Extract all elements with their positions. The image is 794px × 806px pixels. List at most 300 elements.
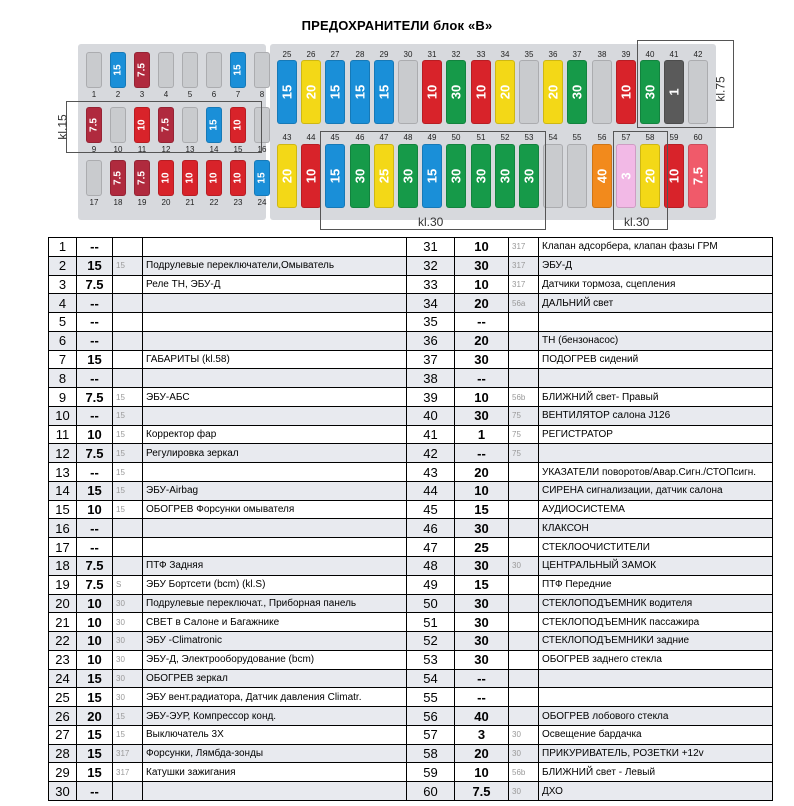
- fuse-description: ДХО: [539, 782, 773, 801]
- terminal: [509, 669, 539, 688]
- fuse-number: 7: [49, 350, 77, 369]
- fuse-description: Подрулевые переключат., Приборная панель: [143, 594, 407, 613]
- fuse-number: 2: [49, 256, 77, 275]
- terminal: 30: [113, 688, 143, 707]
- fuse-rating: --: [77, 463, 113, 482]
- fuse-number: 13: [49, 463, 77, 482]
- fuse-55-number: 55: [572, 133, 582, 142]
- fuse-14-number: 14: [209, 145, 219, 154]
- terminal: 56b: [509, 388, 539, 407]
- fuse-rating: 30: [455, 406, 509, 425]
- table-row: [49, 275, 773, 294]
- fuse-rating: 20: [455, 294, 509, 313]
- fuse-22-rating: 10: [208, 172, 220, 184]
- terminal: 75: [509, 444, 539, 463]
- fuse-description: Датчики тормоза, сцепления: [539, 275, 773, 294]
- fuse-description: Реле ТН, ЭБУ-Д: [143, 275, 407, 294]
- fuse-59-rating: 10: [666, 168, 682, 184]
- fuse-32: [446, 60, 466, 124]
- fuse-number: 12: [49, 444, 77, 463]
- fuse-14-rating: 15: [208, 119, 220, 131]
- fuse-27-number: 27: [330, 50, 340, 59]
- fuse-44: [301, 144, 321, 208]
- zone-kl30-b-label: kl.30: [624, 215, 650, 229]
- fuse-description: ОБОГРЕВ заднего стекла: [539, 650, 773, 669]
- fuse-rating: 15: [455, 575, 509, 594]
- fuse-24: [254, 160, 270, 196]
- fuse-36-number: 36: [548, 50, 558, 59]
- terminal: [113, 313, 143, 332]
- fuse-8-number: 8: [259, 90, 265, 99]
- terminal: [113, 369, 143, 388]
- fuse-number: 4: [49, 294, 77, 313]
- table-row: [49, 500, 773, 519]
- fuse-rating: 15: [77, 256, 113, 275]
- terminal: 317: [113, 744, 143, 763]
- fuse-rating: --: [455, 369, 509, 388]
- fuse-21: [182, 160, 198, 196]
- fuse-rating: --: [77, 331, 113, 350]
- terminal: 15: [113, 444, 143, 463]
- terminal: 15: [113, 500, 143, 519]
- fuse-description: Регулировка зеркал: [143, 444, 407, 463]
- fuse-52-rating: 30: [497, 168, 513, 184]
- fuse-description: ПТФ Передние: [539, 575, 773, 594]
- fuse-11-rating: 10: [136, 119, 148, 131]
- table-row: [49, 406, 773, 425]
- fuse-15-rating: 10: [232, 119, 244, 131]
- fuse-description: Освещение бардачка: [539, 725, 773, 744]
- fuse-50-rating: 30: [448, 168, 464, 184]
- fuse-description: ДАЛЬНИЙ свет: [539, 294, 773, 313]
- fuse-6-number: 6: [211, 90, 217, 99]
- fuse-rating: --: [77, 313, 113, 332]
- terminal: [113, 331, 143, 350]
- fuse-rating: 30: [455, 557, 509, 576]
- fuse-7: [230, 52, 246, 88]
- fuse-rating: 10: [455, 481, 509, 500]
- fuse-number: 39: [407, 388, 455, 407]
- fuse-30-number: 30: [403, 50, 413, 59]
- table-row: [49, 256, 773, 275]
- fuse-rating: 15: [77, 669, 113, 688]
- fuse-12-rating: 7.5: [160, 118, 172, 132]
- table-row: [49, 313, 773, 332]
- fuse-rating: 30: [455, 650, 509, 669]
- fuse-29-number: 29: [379, 50, 389, 59]
- fuse-rating: --: [77, 406, 113, 425]
- fuse-number: 58: [407, 744, 455, 763]
- fuse-60: [688, 144, 708, 208]
- fuse-description: [143, 331, 407, 350]
- fuse-38-number: 38: [597, 50, 607, 59]
- fuse-3-number: 3: [139, 90, 145, 99]
- fuse-assignment-table: [48, 237, 773, 801]
- fuse-23-rating: 10: [232, 172, 244, 184]
- fuse-description: [539, 444, 773, 463]
- fuse-37: [567, 60, 587, 124]
- fuse-number: 21: [49, 613, 77, 632]
- fuse-description: ЭБУ Бортсети (bcm) (kl.S): [143, 575, 407, 594]
- fuse-number: 5: [49, 313, 77, 332]
- fuse-38: [592, 60, 612, 124]
- fuse-rating: --: [77, 519, 113, 538]
- fuse-56-number: 56: [597, 133, 607, 142]
- fuse-description: [143, 406, 407, 425]
- fuse-28-number: 28: [355, 50, 365, 59]
- fuse-description: Корректор фар: [143, 425, 407, 444]
- fuse-number: 53: [407, 650, 455, 669]
- fuse-26-number: 26: [306, 50, 316, 59]
- table-row: [49, 688, 773, 707]
- fuse-number: 3: [49, 275, 77, 294]
- fuse-42-number: 42: [693, 50, 703, 59]
- fuse-41-rating: 1: [666, 88, 682, 96]
- fuse-number: 43: [407, 463, 455, 482]
- terminal: 15: [113, 481, 143, 500]
- table-row: [49, 350, 773, 369]
- fuse-number: 25: [49, 688, 77, 707]
- fuse-description: Клапан адсорбера, клапан фазы ГРМ: [539, 238, 773, 257]
- fuse-number: 46: [407, 519, 455, 538]
- fuse-23-number: 23: [233, 198, 243, 207]
- fuse-36: [543, 60, 563, 124]
- fuse-number: 17: [49, 538, 77, 557]
- fuse-11-number: 11: [137, 145, 147, 154]
- fuse-52-number: 52: [500, 133, 510, 142]
- terminal: 56b: [509, 763, 539, 782]
- fuse-number: 51: [407, 613, 455, 632]
- fuse-18: [110, 160, 126, 196]
- fuse-7-rating: 15: [232, 64, 244, 76]
- fuse-49-number: 49: [427, 133, 437, 142]
- fuse-31-rating: 10: [424, 84, 440, 100]
- terminal: 30: [113, 594, 143, 613]
- table-row: [49, 519, 773, 538]
- fuse-description: [143, 313, 407, 332]
- terminal: [509, 369, 539, 388]
- fuse-description: ТН (бензонасос): [539, 331, 773, 350]
- fuse-45-rating: 15: [327, 168, 343, 184]
- fuse-rating: --: [77, 782, 113, 801]
- table-row: [49, 632, 773, 651]
- fuse-56: [592, 144, 612, 208]
- fuse-number: 18: [49, 557, 77, 576]
- fuse-description: [539, 313, 773, 332]
- fuse-rating: 10: [77, 650, 113, 669]
- fuse-31: [422, 60, 442, 124]
- table-row: [49, 707, 773, 726]
- table-row: [49, 369, 773, 388]
- fuse-description: [143, 294, 407, 313]
- zone-kl15: [66, 101, 262, 153]
- fuse-9-rating: 7.5: [88, 118, 100, 132]
- fuse-description: Подрулевые переключатели,Омыватель: [143, 256, 407, 275]
- fuse-rating: --: [77, 294, 113, 313]
- terminal: 30: [509, 782, 539, 801]
- terminal: [509, 331, 539, 350]
- fuse-number: 45: [407, 500, 455, 519]
- fuse-number: 47: [407, 538, 455, 557]
- fuse-58-rating: 20: [642, 168, 658, 184]
- terminal: [113, 275, 143, 294]
- table-row: [49, 238, 773, 257]
- terminal: [509, 500, 539, 519]
- fuse-35-number: 35: [524, 50, 534, 59]
- fuse-47-number: 47: [379, 133, 389, 142]
- fuse-number: 31: [407, 238, 455, 257]
- fuse-50-number: 50: [451, 133, 461, 142]
- fuse-rating: 10: [77, 632, 113, 651]
- fuse-number: 16: [49, 519, 77, 538]
- fuse-1: [86, 52, 102, 88]
- fuse-rating: 10: [455, 275, 509, 294]
- table-row: [49, 782, 773, 801]
- fuse-rating: --: [77, 238, 113, 257]
- terminal: [509, 650, 539, 669]
- fuse-26: [301, 60, 321, 124]
- fuse-36-rating: 20: [545, 84, 561, 100]
- fuse-description: ЭБУ вент.радиатора, Датчик давления Climatr.: [143, 688, 407, 707]
- fuse-34-number: 34: [500, 50, 510, 59]
- terminal: [509, 688, 539, 707]
- fuse-rating: 15: [77, 744, 113, 763]
- fuse-8: [254, 52, 270, 88]
- table-row: [49, 594, 773, 613]
- fuse-16-number: 16: [257, 145, 267, 154]
- fuse-number: 44: [407, 481, 455, 500]
- fuse-45-number: 45: [330, 133, 340, 142]
- fuse-description: [143, 538, 407, 557]
- table-row: [49, 557, 773, 576]
- fuse-37-number: 37: [572, 50, 582, 59]
- fuse-33-number: 33: [476, 50, 486, 59]
- fuse-description: ГАБАРИТЫ (kl.58): [143, 350, 407, 369]
- fuse-description: ЭБУ -Climatronic: [143, 632, 407, 651]
- fuse-number: 40: [407, 406, 455, 425]
- fuse-description: [539, 688, 773, 707]
- terminal: 15: [113, 707, 143, 726]
- fuse-description: Выключатель 3Х: [143, 725, 407, 744]
- fuse-23: [230, 160, 246, 196]
- fuse-32-rating: 30: [448, 84, 464, 100]
- fuse-58-number: 58: [645, 133, 655, 142]
- terminal: 15: [113, 463, 143, 482]
- fuse-54: [543, 144, 563, 208]
- fuse-43: [277, 144, 297, 208]
- fuse-39: [616, 60, 636, 124]
- fuse-description: АУДИОСИСТЕМА: [539, 500, 773, 519]
- fuse-44-number: 44: [306, 133, 316, 142]
- fuse-17-number: 17: [89, 198, 99, 207]
- fuse-description: СТЕКЛОПОДЪЕМНИКИ задние: [539, 632, 773, 651]
- fuse-19-number: 19: [137, 198, 147, 207]
- fuse-box-diagram: [0, 0, 794, 236]
- fuse-table-body: [49, 238, 773, 801]
- fuse-number: 1: [49, 238, 77, 257]
- terminal: [113, 350, 143, 369]
- fuse-6: [206, 52, 222, 88]
- fuse-rating: 30: [455, 519, 509, 538]
- fuse-rating: 7.5: [455, 782, 509, 801]
- fuse-5: [182, 52, 198, 88]
- fuse-26-rating: 20: [303, 84, 319, 100]
- fuse-description: ВЕНТИЛЯТОР салона J126: [539, 406, 773, 425]
- fuse-number: 9: [49, 388, 77, 407]
- fuse-57-rating: 3: [618, 172, 634, 180]
- fuse-19-rating: 7.5: [136, 171, 148, 185]
- fuse-rating: --: [77, 369, 113, 388]
- fuse-29: [374, 60, 394, 124]
- fuse-number: 23: [49, 650, 77, 669]
- table-row: [49, 725, 773, 744]
- fuse-number: 29: [49, 763, 77, 782]
- fuse-30: [398, 60, 418, 124]
- fuse-rating: 15: [77, 725, 113, 744]
- fuse-number: 41: [407, 425, 455, 444]
- fuse-46-number: 46: [355, 133, 365, 142]
- fuse-31-number: 31: [427, 50, 437, 59]
- fuse-number: 30: [49, 782, 77, 801]
- terminal: 30: [509, 557, 539, 576]
- fuse-28: [350, 60, 370, 124]
- fuse-number: 33: [407, 275, 455, 294]
- fuse-rating: 10: [455, 238, 509, 257]
- fuse-4-number: 4: [163, 90, 169, 99]
- terminal: S: [113, 575, 143, 594]
- fuse-17: [86, 160, 102, 196]
- fuse-description: ОБОГРЕВ лобового стекла: [539, 707, 773, 726]
- fuse-21-rating: 10: [184, 172, 196, 184]
- fuse-24-rating: 15: [256, 172, 268, 184]
- fuse-18-number: 18: [113, 198, 123, 207]
- fuse-description: [143, 238, 407, 257]
- fuse-description: ПРИКУРИВАТЕЛЬ, РОЗЕТКИ +12v: [539, 744, 773, 763]
- fuse-rating: --: [455, 444, 509, 463]
- fuse-27: [325, 60, 345, 124]
- fuse-2-rating: 15: [112, 64, 124, 76]
- fuse-number: 38: [407, 369, 455, 388]
- terminal: [509, 519, 539, 538]
- fuse-number: 50: [407, 594, 455, 613]
- fuse-34: [495, 60, 515, 124]
- fuse-54-number: 54: [548, 133, 558, 142]
- fuse-rating: 20: [77, 707, 113, 726]
- table-row: [49, 613, 773, 632]
- fuse-1-number: 1: [91, 90, 97, 99]
- fuse-number: 11: [49, 425, 77, 444]
- fuse-18-rating: 7.5: [112, 171, 124, 185]
- terminal: [509, 707, 539, 726]
- terminal: 30: [113, 650, 143, 669]
- fuse-rating: 1: [455, 425, 509, 444]
- fuse-43-number: 43: [282, 133, 292, 142]
- fuse-rating: 10: [77, 613, 113, 632]
- fuse-number: 37: [407, 350, 455, 369]
- fuse-rating: 10: [455, 388, 509, 407]
- terminal: [509, 313, 539, 332]
- fuse-27-rating: 15: [327, 84, 343, 100]
- fuse-44-rating: 10: [303, 168, 319, 184]
- fuse-number: 55: [407, 688, 455, 707]
- fuse-22: [206, 160, 222, 196]
- fuse-description: ЭБУ-Airbag: [143, 481, 407, 500]
- fuse-48-rating: 30: [400, 168, 416, 184]
- fuse-43-rating: 20: [279, 168, 295, 184]
- terminal: [509, 463, 539, 482]
- fuse-53-number: 53: [524, 133, 534, 142]
- fuse-51-number: 51: [476, 133, 486, 142]
- terminal: 15: [113, 256, 143, 275]
- fuse-rating: 20: [455, 463, 509, 482]
- fuse-number: 10: [49, 406, 77, 425]
- fuse-description: ЦЕНТРАЛЬНЫЙ ЗАМОК: [539, 557, 773, 576]
- terminal: 30: [113, 632, 143, 651]
- fuse-rating: 10: [455, 763, 509, 782]
- fuse-description: СВЕТ в Салоне и Багажнике: [143, 613, 407, 632]
- terminal: 317: [509, 256, 539, 275]
- terminal: 30: [509, 744, 539, 763]
- terminal: [113, 557, 143, 576]
- fuse-rating: 10: [77, 500, 113, 519]
- fuse-28-rating: 15: [352, 84, 368, 100]
- fuse-rating: 25: [455, 538, 509, 557]
- fuse-description: СИРЕНА сигнализации, датчик салона: [539, 481, 773, 500]
- fuse-15-number: 15: [233, 145, 243, 154]
- fuse-rating: 15: [455, 500, 509, 519]
- fuse-description: ПТФ Задняя: [143, 557, 407, 576]
- fuse-59-number: 59: [669, 133, 679, 142]
- fuse-number: 6: [49, 331, 77, 350]
- fuse-rating: 3: [455, 725, 509, 744]
- fuse-description: ЭБУ-Д: [539, 256, 773, 275]
- table-row: [49, 575, 773, 594]
- fuse-number: 48: [407, 557, 455, 576]
- terminal: 15: [113, 425, 143, 444]
- fuse-number: 56: [407, 707, 455, 726]
- fuse-3: [134, 52, 150, 88]
- fuse-number: 60: [407, 782, 455, 801]
- fuse-number: 49: [407, 575, 455, 594]
- fuse-49-rating: 15: [424, 168, 440, 184]
- fuse-description: СТЕКЛОПОДЪЕМНИК пассажира: [539, 613, 773, 632]
- fuse-description: РЕГИСТРАТОР: [539, 425, 773, 444]
- fuse-12-number: 12: [161, 145, 171, 154]
- fuse-22-number: 22: [209, 198, 219, 207]
- fuse-37-rating: 30: [569, 84, 585, 100]
- fuse-34-rating: 20: [497, 84, 513, 100]
- fuse-7-number: 7: [235, 90, 241, 99]
- fuse-number: 54: [407, 669, 455, 688]
- fuse-description: СТЕКЛОПОДЪЕМНИК водителя: [539, 594, 773, 613]
- fuse-19: [134, 160, 150, 196]
- fuse-rating: 30: [455, 256, 509, 275]
- terminal: [509, 594, 539, 613]
- fuse-description: ЭБУ-Д, Электрооборудование (bcm): [143, 650, 407, 669]
- fuse-33-rating: 10: [473, 84, 489, 100]
- fuse-rating: 30: [455, 350, 509, 369]
- fuse-33: [471, 60, 491, 124]
- table-row: [49, 650, 773, 669]
- fuse-47-rating: 25: [376, 168, 392, 184]
- fuse-rating: 20: [455, 744, 509, 763]
- fuse-55: [567, 144, 587, 208]
- fuse-description: [539, 369, 773, 388]
- fuse-53-rating: 30: [521, 168, 537, 184]
- fuse-description: ЭБУ-АБС: [143, 388, 407, 407]
- fuse-rating: 10: [77, 594, 113, 613]
- fuse-13-number: 13: [185, 145, 195, 154]
